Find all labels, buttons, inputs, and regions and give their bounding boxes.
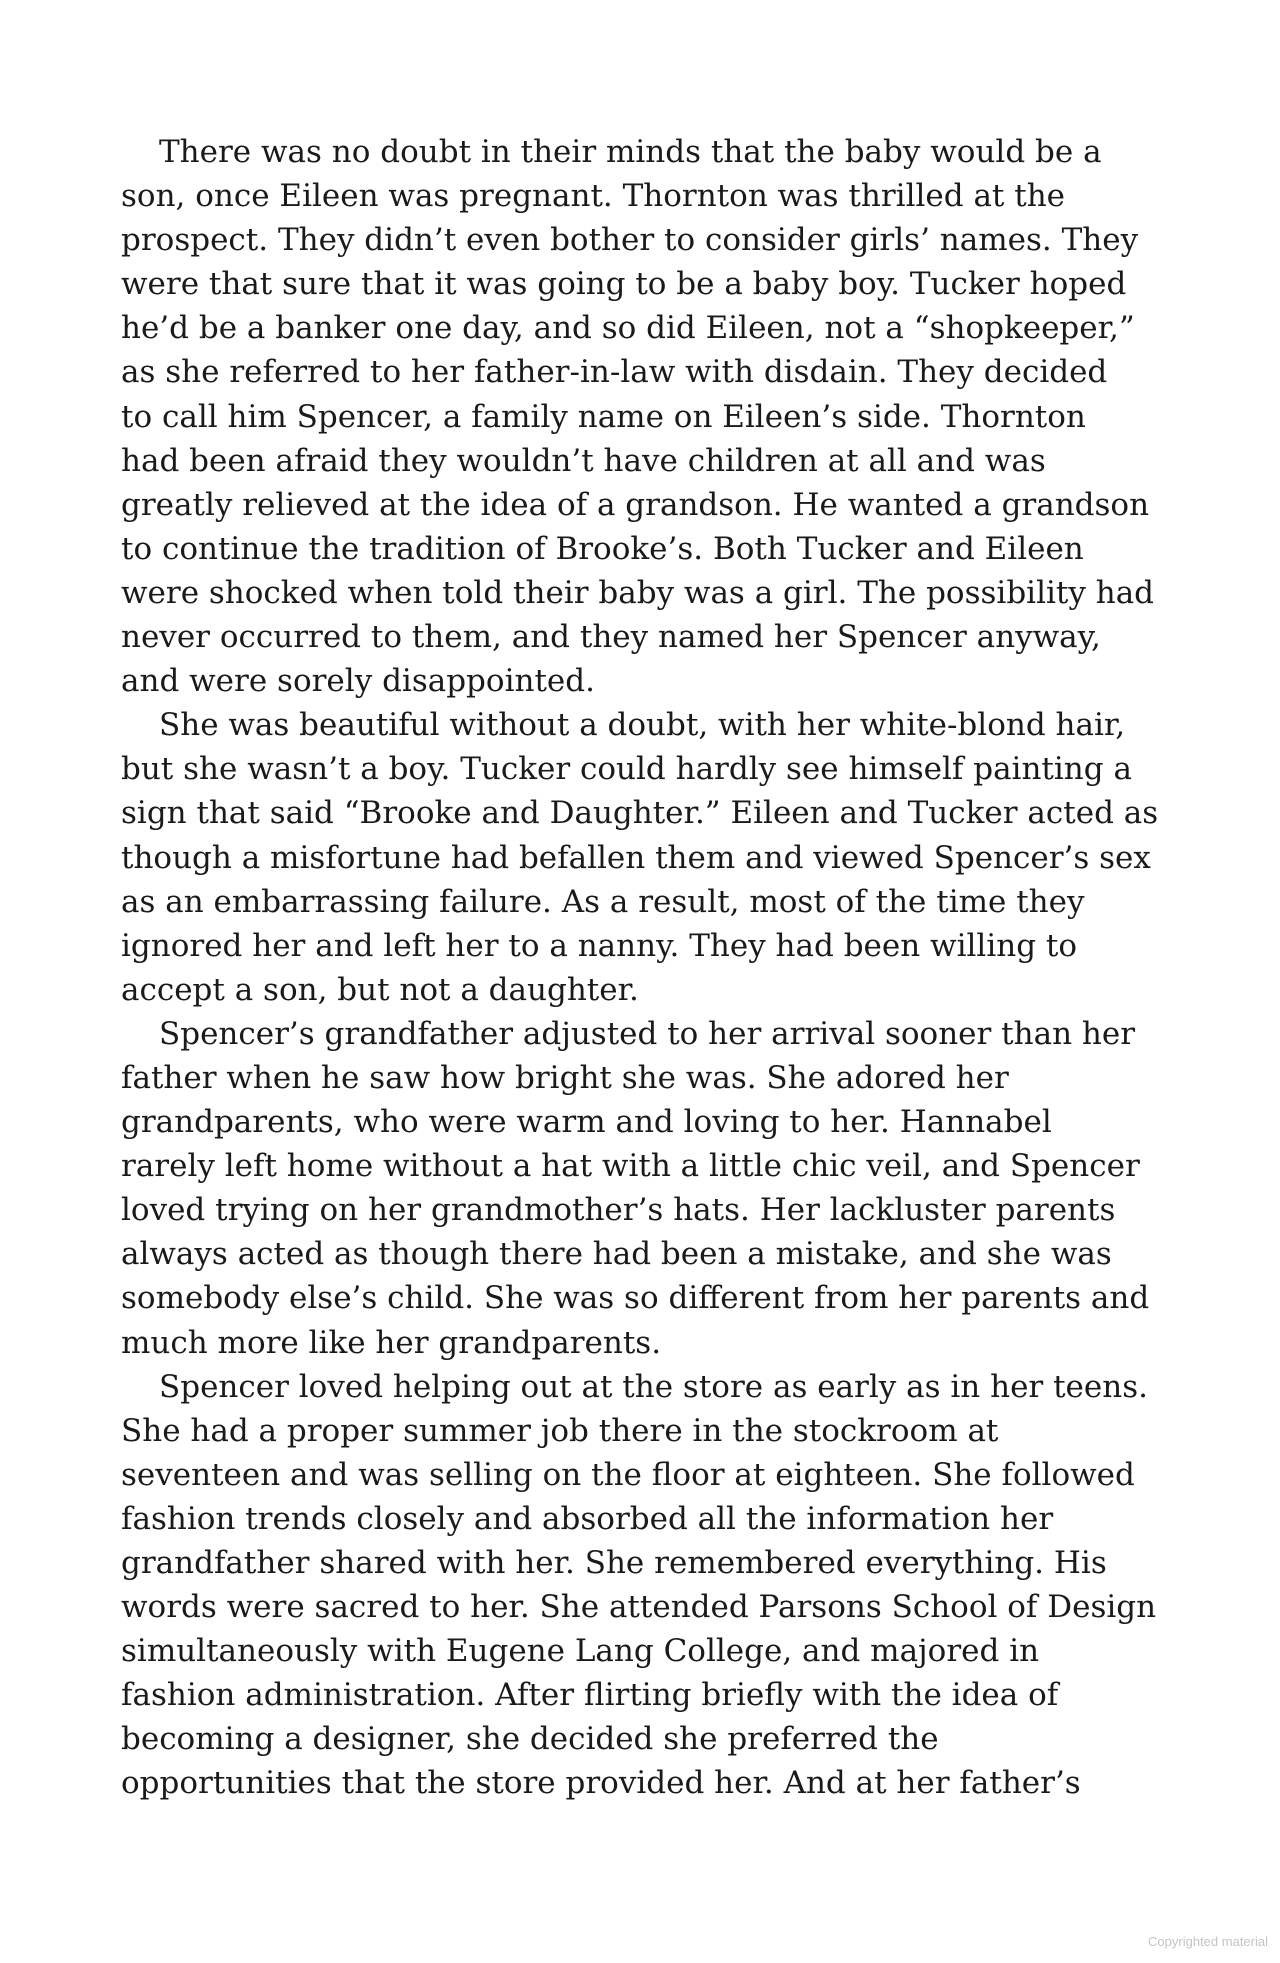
text-line: greatly relieved at the idea of a grandson. He wanted a grandson bbox=[121, 486, 1150, 523]
text-line: simultaneously with Eugene Lang College, and majored in bbox=[121, 1633, 1040, 1670]
text-line: rarely left home without a hat with a little chic veil, and Spencer bbox=[121, 1148, 1140, 1185]
copyright-watermark: Copyrighted material bbox=[1148, 1934, 1268, 1949]
text-line: though a misfortune had befallen them and viewed Spencer’s sex bbox=[121, 839, 1151, 876]
text-line: loved trying on her grandmother’s hats. Her lackluster parents bbox=[121, 1192, 1116, 1229]
text-line: as she referred to her father-in-law with disdain. They decided bbox=[121, 354, 1108, 391]
text-line: and were sorely disappointed. bbox=[121, 663, 595, 700]
text-line: he’d be a banker one day, and so did Eileen, not a “shopkeeper,” bbox=[121, 310, 1135, 347]
text-line: but she wasn’t a boy. Tucker could hardly see himself painting a bbox=[121, 751, 1132, 788]
text-line: grandparents, who were warm and loving to her. Hannabel bbox=[121, 1104, 1052, 1141]
text-line: Spencer’s grandfather adjusted to her arrival sooner than her bbox=[159, 1015, 1136, 1052]
text-line: much more like her grandparents. bbox=[121, 1324, 662, 1361]
text-line: were shocked when told their baby was a girl. The possibility had bbox=[121, 574, 1155, 611]
paragraph-3 bbox=[121, 1012, 1173, 1365]
text-line: She was beautiful without a doubt, with her white-blond hair, bbox=[159, 707, 1126, 744]
text-line: were that sure that it was going to be a baby boy. Tucker hoped bbox=[121, 266, 1127, 303]
text-line: never occurred to them, and they named her Spencer anyway, bbox=[121, 619, 1101, 656]
text-line: ignored her and left her to a nanny. They had been willing to bbox=[121, 927, 1078, 964]
text-line: somebody else’s child. She was so different from her parents and bbox=[121, 1280, 1150, 1317]
text-line: always acted as though there had been a mistake, and she was bbox=[121, 1236, 1112, 1273]
text-line: There was no doubt in their minds that the baby would be a bbox=[159, 134, 1102, 170]
text-line: accept a son, but not a daughter. bbox=[121, 971, 639, 1008]
text-line: She had a proper summer job there in the stockroom at bbox=[121, 1412, 999, 1449]
text-line: Spencer loved helping out at the store as early as in her teens. bbox=[159, 1368, 1148, 1405]
paragraph-2 bbox=[121, 703, 1173, 1012]
text-line: grandfather shared with her. She remembered everything. His bbox=[121, 1545, 1107, 1581]
text-line: to continue the tradition of Brooke’s. Both Tucker and Eileen bbox=[121, 530, 1084, 567]
text-line: father when he saw how bright she was. She adored her bbox=[121, 1059, 1009, 1096]
text-line: to call him Spencer, a family name on Eileen’s side. Thornton bbox=[121, 398, 1086, 435]
text-line: words were sacred to her. She attended Parsons School of Design bbox=[121, 1589, 1157, 1626]
text-line: son, once Eileen was pregnant. Thornton was thrilled at the bbox=[121, 178, 1066, 215]
text-line: becoming a designer, she decided she preferred the bbox=[121, 1721, 939, 1758]
text-line: had been afraid they wouldn’t have children at all and was bbox=[121, 442, 1046, 479]
text-line: fashion trends closely and absorbed all the information her bbox=[121, 1500, 1054, 1537]
paragraph-1 bbox=[121, 130, 1173, 703]
text-line: sign that said “Brooke and Daughter.” Eileen and Tucker acted as bbox=[121, 795, 1159, 832]
body-text bbox=[121, 130, 1173, 1806]
text-line: fashion administration. After flirting briefly with the idea of bbox=[121, 1677, 1059, 1714]
text-line: seventeen and was selling on the floor at eighteen. She followed bbox=[121, 1456, 1135, 1493]
text-line: prospect. They didn’t even bother to consider girls’ names. They bbox=[121, 222, 1139, 259]
paragraph-4 bbox=[121, 1365, 1173, 1806]
text-line: as an embarrassing failure. As a result, most of the time they bbox=[121, 883, 1085, 920]
text-line: opportunities that the store provided her. And at her father’s bbox=[121, 1765, 1081, 1802]
